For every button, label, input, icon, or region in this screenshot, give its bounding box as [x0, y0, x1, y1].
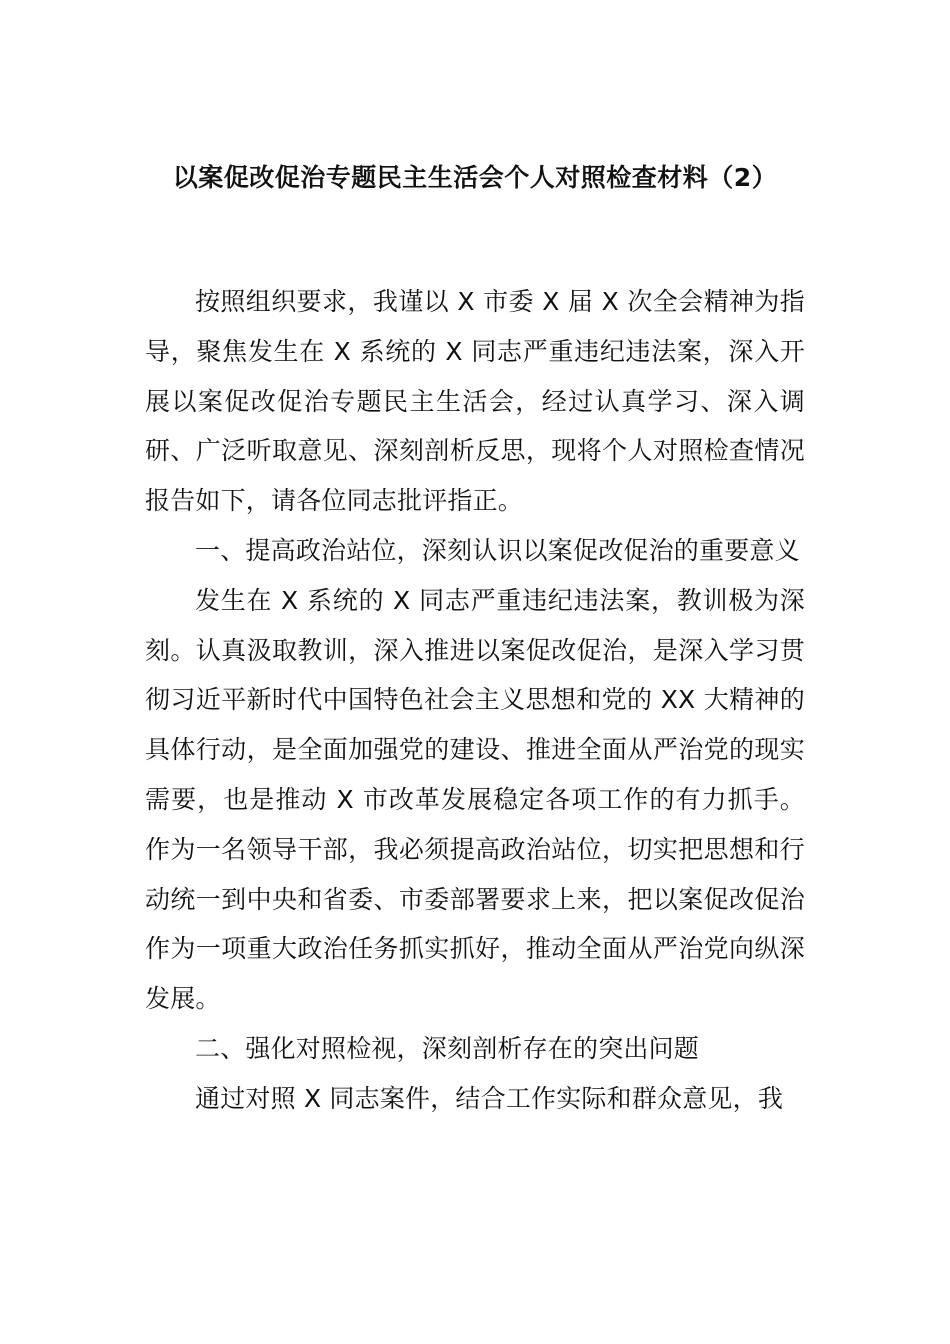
intro-paragraph: 按照组织要求，我谨以 X 市委 X 届 X 次全会精神为指导，聚焦发生在 X 系统的 X 同志严重违纪违法案，深入开展以案促改促治专题民主生活会，经过认真学习、深入调研、广泛听取意见、深刻剖析反思，现将个人对照检查情况报告如下，请各位同志批评指正。: [145, 287, 805, 516]
document-title: 以案促改促治专题民主生活会个人对照检查材料（2）: [172, 163, 778, 192]
section-1-paragraph: 发生在 X 系统的 X 同志严重违纪违法案，教训极为深刻。认真汲取教训，深入推进以案促改促治，是深入学习贯彻习近平新时代中国特色社会主义思想和党的 XX 大精神的具体行动，是全面加强党的建设、推进全面从严治党的现实需要，也是推动 X 市改革发展稳定各项工作的有力抓手。作为一名领导干部，我必须提高政治站位，切实把思想和行动统一到中央和省委、市委部署要求上来，把以案促改促治作为一项重大政治任务抓实抓好，推动全面从严治党向纵深发展。: [145, 585, 805, 1014]
section-2-paragraph: 通过对照 X 同志案件，结合工作实际和群众意见，我: [195, 1083, 784, 1113]
document-body: [145, 277, 805, 1124]
section-heading-1: 一、提高政治站位，深刻认识以案促改促治的重要意义: [195, 535, 800, 565]
section-heading-2: 二、强化对照检视，深刻剖析存在的突出问题: [195, 1033, 700, 1063]
